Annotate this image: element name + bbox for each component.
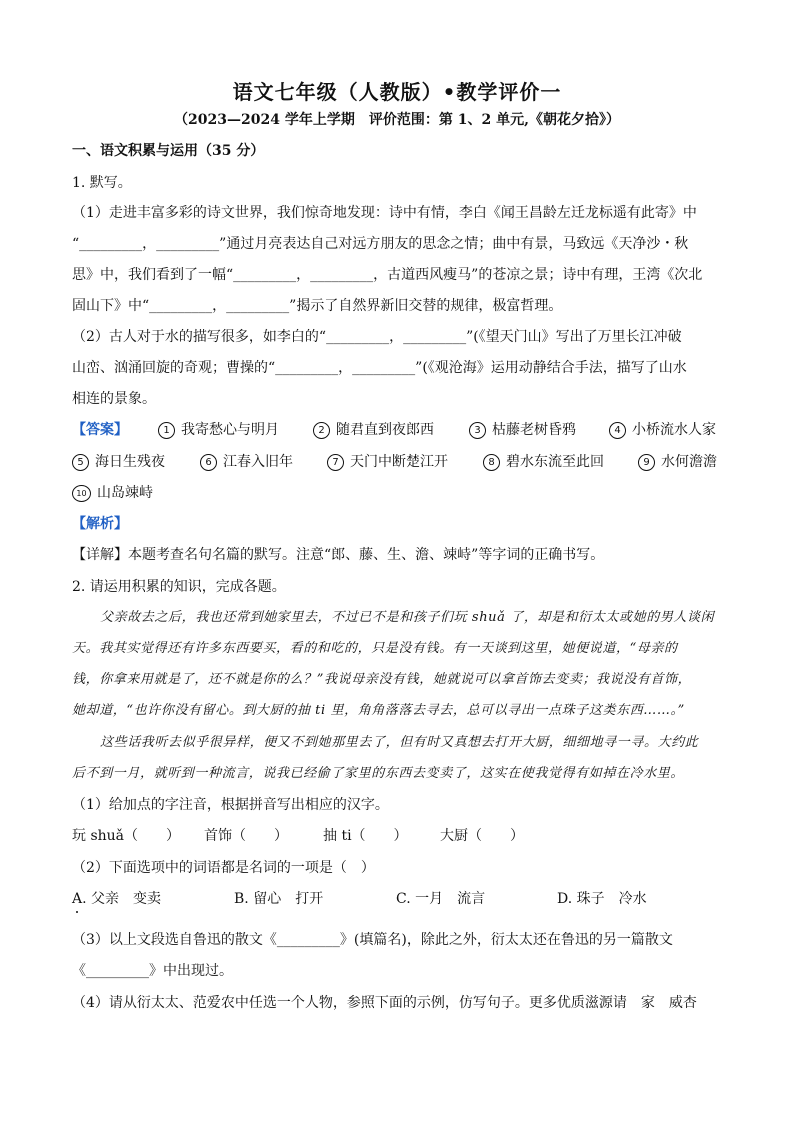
q2-sub1: （1）给加点的字注音，根据拼音写出相应的汉字。 <box>72 797 389 813</box>
section-heading: 一、语文积累与运用（35 分） <box>72 143 265 159</box>
answer-item: 4 小桥流水人家 <box>609 420 716 440</box>
q2-sub3-line2: 《_________》中出现过。 <box>72 963 233 979</box>
passage-line: 后不到一月，就听到一种流言，说我已经偷了家里的东西去变卖了，这实在使我觉得有如掉在冷水里。 <box>72 766 685 781</box>
q1-part1-line1: （1）走进丰富多彩的诗文世界，我们惊奇地发现：诗中有情，李白《闻王昌龄左迁龙标遥有此寄》中 <box>72 205 697 221</box>
stray-dot <box>76 911 78 913</box>
q1-part1-line3: 思》中，我们看到了一幅“_________，_________，古道西风瘦马”的苍凉之景；诗中有理，王湾《次北 <box>72 267 703 283</box>
page-subtitle: （2023—2024 学年上学期 评价范围：第 1、2 单元,《朝花夕拾》） <box>174 112 620 128</box>
answer-item: 10 山岛竦峙 <box>72 483 153 503</box>
q2-sub4: （4）请从衍太太、范爱农中任选一个人物，参照下面的示例，仿写句子。更多优质滋源请 家 威杏 <box>72 995 697 1011</box>
answer-item: 8 碧水东流至此回 <box>483 452 604 472</box>
pinyin-item: 抽 ti（ ） <box>323 828 408 844</box>
passage-line: 钱，你拿来用就是了，还不就是你的么？”我说母亲没有钱，她就说可以拿首饰去变卖；我说没有首饰， <box>72 672 692 687</box>
q2-sub3-line1: （3）以上文段选自鲁迅的散文《_________》(填篇名)，除此之外，衍太太还在鲁迅的另一篇散文 <box>72 932 673 948</box>
q1-part1-line2: “_________，_________”通过月亮表达自己对远方朋友的思念之情；曲中有景，马致远《天净沙・秋 <box>72 236 689 252</box>
answer-item: 2 随君直到夜郎西 <box>313 420 434 440</box>
passage-line: 父亲故去之后，我也还常到她家里去，不过已不是和孩子们玩 shuǎ 了，却是和衍太太或她的男人谈闲 <box>100 610 715 625</box>
answer-item: 7 天门中断楚江开 <box>327 452 448 472</box>
option-d: D. 珠子 冷水 <box>557 891 647 907</box>
q1-part2-line2: 山峦、汹涌回旋的奇观；曹操的“_________，_________”(《观沧海》运用动静结合手法，描写了山水 <box>72 360 687 376</box>
passage-line: 她却道，“也许你没有留心。到大厨的抽 ti 里，角角落落去寻去，总可以寻出一点珠子这类东西……。” <box>72 703 685 718</box>
q1-part2-line3: 相连的景象。 <box>72 391 156 407</box>
answer-label-text: 【答案】 <box>72 422 128 438</box>
page-title: 语文七年级（人教版）•教学评价一 <box>232 80 562 104</box>
pinyin-item: 首饰（ ） <box>204 828 288 844</box>
answer-item: 3 枯藤老树昏鸦 <box>469 420 576 440</box>
option-a: A. 父亲 变卖 <box>72 891 162 907</box>
answer-item: 1 我寄愁心与明月 <box>158 420 279 440</box>
passage-line: 天。我其实觉得还有许多东西要买，看的和吃的，只是没有钱。有一天谈到这里，她便说道，“母亲的 <box>72 641 678 656</box>
passage-line: 这些话我听去似乎很异样，便又不到她那里去了，但有时又真想去打开大厨，细细地寻一寻。大约此 <box>100 735 699 750</box>
q1-part1-line4: 固山下》中“_________，_________”揭示了自然界新旧交替的规律，极富哲理。 <box>72 298 563 314</box>
detail-explanation: 【详解】本题考查名句名篇的默写。注意“郎、藤、生、澹、竦峙”等字词的正确书写。 <box>72 547 605 563</box>
option-b: B. 留心 打开 <box>234 891 324 907</box>
pinyin-item: 玩 shuǎ（ ） <box>72 828 181 844</box>
answer-label <box>72 420 128 440</box>
answer-item: 9 水何澹澹 <box>638 452 717 472</box>
question-1-title: 1. 默写。 <box>72 175 132 191</box>
pinyin-item: 大厨（ ） <box>440 828 524 844</box>
question-2-title: 2. 请运用积累的知识，完成各题。 <box>72 579 286 595</box>
analysis-label: 【解析】 <box>72 516 128 532</box>
answer-item: 6 江春入旧年 <box>200 452 293 472</box>
answer-item: 5 海日生残夜 <box>72 452 165 472</box>
q1-part2-line1: （2）古人对于水的描写很多，如李白的“_________，_________”(《望天门山》写出了万里长江冲破 <box>72 329 682 345</box>
option-c: C. 一月 流言 <box>396 891 486 907</box>
q2-sub2: （2）下面选项中的词语都是名词的一项是（ ） <box>72 860 375 876</box>
